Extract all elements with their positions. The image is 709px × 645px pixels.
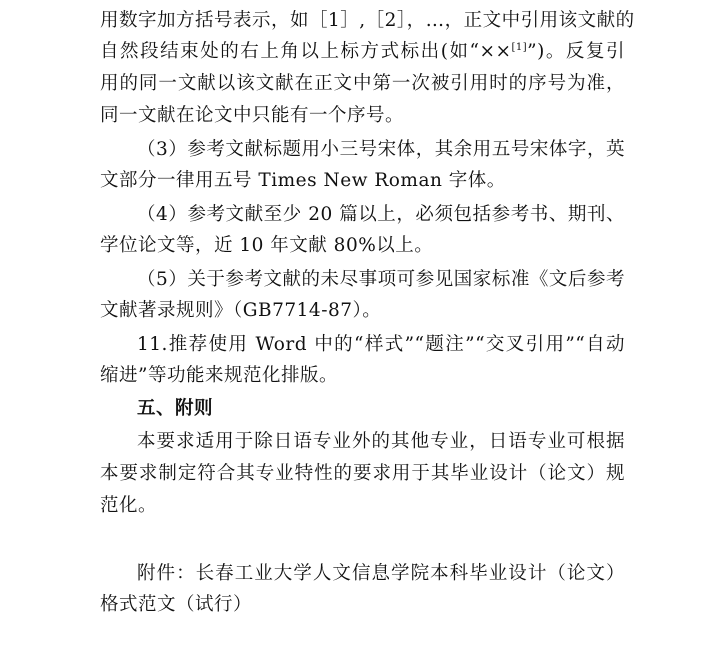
paragraph-line: 范化。 [100,495,158,516]
paragraph-line: 文部分一律用五号 Times New Roman 字体。 [100,170,506,191]
paragraph-line: 文献著录规则》（GB7714-87）。 [100,300,382,321]
line-text: 自然段结束处的右上角以上标方式标出(如“×× [100,41,512,62]
paragraph-line: 同一文献在论文中只能有一个序号。 [100,105,405,126]
paragraph-line: 用的同一文献以该文献在正文中第一次被引用时的序号为准， [100,73,625,94]
paragraph-line: （5）关于参考文献的未尽事项可参见国家标准《文后参考 [137,269,625,290]
paragraph-line: 本要求制定符合其专业特性的要求用于其毕业设计（论文）规 [100,463,625,484]
paragraph-line: （4）参考文献至少 20 篇以上，必须包括参考书、期刊、 [137,204,625,225]
attachment-line: 格式范文（试行） [100,594,253,615]
paragraph-line: 本要求适用于除日语专业外的其他专业，日语专业可根据 [137,431,625,452]
paragraph-line: 用数字加方括号表示，如［1］,［2］，…，正文中引用该文献的 [100,10,635,31]
citation-superscript: [1] [511,42,528,53]
paragraph-line: 缩进”等功能来规范化排版。 [100,365,338,386]
paragraph-line: （3）参考文献标题用小三号宋体，其余用五号宋体字，英 [137,139,625,160]
paragraph-line [100,41,625,63]
line-text: ”)。反复引 [527,41,625,62]
paragraph-line: 学位论文等，近 10 年文献 80%以上。 [100,235,434,256]
paragraph-line: 11.推荐使用 Word 中的“样式”“题注”“交叉引用”“自动 [137,334,625,355]
attachment-line: 附件：长春工业大学人文信息学院本科毕业设计（论文） [137,563,625,584]
section-heading: 五、附则 [137,398,214,419]
